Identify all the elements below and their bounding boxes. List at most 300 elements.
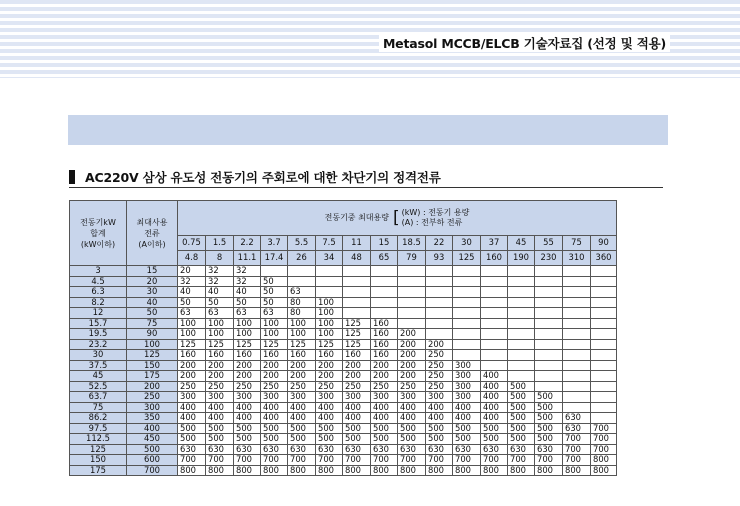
breaker-rating-cell: 500 — [288, 423, 316, 434]
breaker-rating-cell — [481, 308, 508, 319]
breaker-rating-cell — [563, 276, 591, 287]
breaker-rating-cell — [426, 329, 453, 340]
motor-current-col-header: 34 — [316, 251, 343, 266]
breaker-rating-cell: 125 — [343, 329, 371, 340]
breaker-rating-cell — [316, 276, 343, 287]
table-row — [70, 318, 617, 329]
motor-kw-col-header: 37 — [481, 236, 508, 251]
row-max-current: 40 — [127, 297, 178, 308]
row-kw-total: 37.5 — [70, 360, 127, 371]
breaker-rating-cell: 200 — [343, 360, 371, 371]
breaker-rating-cell: 200 — [398, 371, 426, 382]
breaker-rating-cell — [508, 329, 535, 340]
breaker-rating-cell — [453, 266, 481, 277]
breaker-rating-cell: 200 — [316, 371, 343, 382]
unit-legend — [402, 208, 470, 228]
breaker-rating-cell: 100 — [316, 329, 343, 340]
row-kw-total: 52.5 — [70, 381, 127, 392]
row-max-current: 300 — [127, 402, 178, 413]
row-kw-total: 30 — [70, 350, 127, 361]
breaker-rating-cell: 500 — [234, 434, 261, 445]
breaker-rating-cell: 400 — [261, 402, 288, 413]
row-max-current: 450 — [127, 434, 178, 445]
breaker-rating-cell: 500 — [535, 392, 563, 403]
breaker-rating-cell: 32 — [234, 276, 261, 287]
motor-current-col-header: 8 — [206, 251, 234, 266]
breaker-rating-cell: 100 — [316, 308, 343, 319]
breaker-rating-cell: 160 — [178, 350, 206, 361]
breaker-rating-cell: 700 — [206, 455, 234, 466]
breaker-rating-cell: 500 — [453, 434, 481, 445]
breaker-rating-cell — [508, 287, 535, 298]
breaker-rating-cell: 500 — [508, 434, 535, 445]
breaker-rating-cell: 800 — [535, 465, 563, 476]
breaker-rating-cell: 400 — [481, 381, 508, 392]
breaker-rating-cell: 300 — [206, 392, 234, 403]
breaker-rating-cell — [563, 297, 591, 308]
breaker-rating-cell — [535, 381, 563, 392]
breaker-rating-cell — [563, 329, 591, 340]
breaker-rating-cell: 700 — [563, 434, 591, 445]
motor-kw-col-header: 3.7 — [261, 236, 288, 251]
breaker-rating-cell: 250 — [316, 381, 343, 392]
section-title: AC220V 삼상 유도성 전동기의 주회로에 대한 차단기의 정격전류 — [85, 170, 441, 185]
breaker-rating-cell: 200 — [178, 371, 206, 382]
breaker-rating-cell: 63 — [234, 308, 261, 319]
motor-current-col-header: 160 — [481, 251, 508, 266]
row-kw-total: 150 — [70, 455, 127, 466]
breaker-rating-cell — [563, 318, 591, 329]
row-kw-total: 97.5 — [70, 423, 127, 434]
max-current-header-line: 전류 — [144, 228, 160, 238]
breaker-rating-cell: 700 — [453, 455, 481, 466]
breaker-rating-cell — [481, 318, 508, 329]
breaker-rating-cell — [481, 360, 508, 371]
breaker-rating-cell: 500 — [453, 423, 481, 434]
breaker-rating-cell: 400 — [481, 371, 508, 382]
breaker-rating-cell: 160 — [234, 350, 261, 361]
row-max-current: 175 — [127, 371, 178, 382]
breaker-rating-cell — [535, 339, 563, 350]
table-row — [70, 329, 617, 340]
breaker-rating-cell — [426, 308, 453, 319]
breaker-rating-cell — [535, 371, 563, 382]
row-max-current: 250 — [127, 392, 178, 403]
breaker-rating-cell: 200 — [234, 371, 261, 382]
breaker-rating-cell: 800 — [343, 465, 371, 476]
breaker-rating-cell — [426, 266, 453, 277]
breaker-rating-cell: 50 — [206, 297, 234, 308]
breaker-rating-cell: 160 — [343, 350, 371, 361]
breaker-rating-cell — [453, 350, 481, 361]
breaker-rating-cell: 200 — [288, 371, 316, 382]
breaker-rating-cell — [453, 339, 481, 350]
breaker-rating-cell: 400 — [261, 413, 288, 424]
breaker-rating-cell: 200 — [398, 360, 426, 371]
breaker-rating-cell — [371, 276, 398, 287]
row-max-current: 30 — [127, 287, 178, 298]
motor-current-col-header: 26 — [288, 251, 316, 266]
breaker-rating-cell — [535, 308, 563, 319]
largest-motor-group-header — [178, 201, 617, 236]
motor-current-col-header: 230 — [535, 251, 563, 266]
breaker-rating-cell: 630 — [261, 444, 288, 455]
breaker-rating-cell: 100 — [178, 318, 206, 329]
breaker-rating-cell: 300 — [288, 392, 316, 403]
breaker-rating-cell: 32 — [178, 276, 206, 287]
breaker-rating-cell — [591, 371, 617, 382]
breaker-rating-cell: 300 — [178, 392, 206, 403]
breaker-rating-cell — [398, 287, 426, 298]
breaker-rating-cell — [591, 381, 617, 392]
breaker-rating-cell: 100 — [178, 329, 206, 340]
row-max-current: 15 — [127, 266, 178, 277]
breaker-rating-cell: 300 — [398, 392, 426, 403]
row-max-current: 100 — [127, 339, 178, 350]
row-max-current: 500 — [127, 444, 178, 455]
breaker-rating-cell — [508, 318, 535, 329]
breaker-rating-cell: 250 — [398, 381, 426, 392]
breaker-rating-cell: 800 — [206, 465, 234, 476]
motor-current-col-header: 11.1 — [234, 251, 261, 266]
breaker-rating-cell: 630 — [234, 444, 261, 455]
breaker-rating-cell: 800 — [398, 465, 426, 476]
section-marker — [69, 170, 75, 184]
breaker-rating-cell: 500 — [316, 423, 343, 434]
breaker-rating-cell: 200 — [206, 360, 234, 371]
breaker-rating-cell: 400 — [371, 402, 398, 413]
table-row — [70, 455, 617, 466]
breaker-rating-cell — [591, 360, 617, 371]
table-row — [70, 381, 617, 392]
breaker-rating-cell: 630 — [563, 413, 591, 424]
breaker-rating-cell: 400 — [288, 413, 316, 424]
table-row — [70, 297, 617, 308]
breaker-rating-cell — [535, 287, 563, 298]
breaker-rating-cell: 250 — [426, 371, 453, 382]
motor-current-col-header: 190 — [508, 251, 535, 266]
breaker-rating-cell: 630 — [371, 444, 398, 455]
breaker-rating-cell: 500 — [426, 434, 453, 445]
breaker-rating-cell: 800 — [481, 465, 508, 476]
breaker-rating-cell: 400 — [234, 413, 261, 424]
row-kw-total: 6.3 — [70, 287, 127, 298]
breaker-rating-cell: 125 — [234, 339, 261, 350]
breaker-rating-cell: 50 — [178, 297, 206, 308]
row-kw-total: 125 — [70, 444, 127, 455]
breaker-rating-cell: 125 — [261, 339, 288, 350]
row-kw-total: 112.5 — [70, 434, 127, 445]
table-row — [70, 402, 617, 413]
breaker-rating-cell: 80 — [288, 297, 316, 308]
breaker-rating-cell: 700 — [591, 434, 617, 445]
breaker-rating-cell: 32 — [206, 266, 234, 277]
breaker-rating-cell: 250 — [178, 381, 206, 392]
breaker-rating-cell — [591, 350, 617, 361]
motor-kw-col-header: 55 — [535, 236, 563, 251]
breaker-rating-cell: 250 — [261, 381, 288, 392]
breaker-rating-cell: 300 — [316, 392, 343, 403]
table-row — [70, 434, 617, 445]
breaker-rating-cell: 800 — [371, 465, 398, 476]
breaker-rating-cell — [591, 287, 617, 298]
breaker-rating-cell — [563, 371, 591, 382]
motor-kw-col-header: 2.2 — [234, 236, 261, 251]
row-kw-total: 175 — [70, 465, 127, 476]
breaker-rating-cell — [563, 308, 591, 319]
breaker-rating-cell — [535, 318, 563, 329]
breaker-rating-cell: 250 — [426, 360, 453, 371]
breaker-rating-cell: 500 — [481, 423, 508, 434]
row-kw-total: 15.7 — [70, 318, 127, 329]
breaker-rating-cell: 200 — [178, 360, 206, 371]
breaker-rating-cell — [508, 276, 535, 287]
rating-table — [69, 200, 617, 476]
breaker-rating-cell: 40 — [234, 287, 261, 298]
breaker-rating-cell: 200 — [261, 371, 288, 382]
breaker-rating-cell — [398, 297, 426, 308]
breaker-rating-cell: 800 — [591, 465, 617, 476]
breaker-rating-cell: 100 — [316, 318, 343, 329]
breaker-rating-cell: 630 — [343, 444, 371, 455]
breaker-rating-cell: 700 — [343, 455, 371, 466]
breaker-rating-cell: 400 — [288, 402, 316, 413]
breaker-rating-cell: 500 — [535, 434, 563, 445]
breaker-rating-cell: 700 — [563, 444, 591, 455]
breaker-rating-cell — [343, 297, 371, 308]
breaker-rating-cell — [591, 392, 617, 403]
breaker-rating-cell — [398, 308, 426, 319]
breaker-rating-cell: 630 — [481, 444, 508, 455]
breaker-rating-cell: 400 — [398, 402, 426, 413]
breaker-rating-cell: 160 — [371, 350, 398, 361]
table-row — [70, 360, 617, 371]
breaker-rating-cell: 200 — [426, 339, 453, 350]
breaker-rating-cell: 63 — [288, 287, 316, 298]
breaker-rating-cell: 630 — [206, 444, 234, 455]
breaker-rating-cell: 800 — [288, 465, 316, 476]
breaker-rating-cell: 400 — [343, 413, 371, 424]
breaker-rating-cell — [453, 276, 481, 287]
breaker-rating-cell: 630 — [535, 444, 563, 455]
breaker-rating-cell: 400 — [371, 413, 398, 424]
breaker-rating-cell — [535, 360, 563, 371]
breaker-rating-cell: 800 — [178, 465, 206, 476]
breaker-rating-cell: 500 — [178, 423, 206, 434]
breaker-rating-cell: 160 — [371, 318, 398, 329]
breaker-rating-cell: 400 — [178, 402, 206, 413]
section-rule — [69, 187, 663, 188]
motor-kw-col-header: 45 — [508, 236, 535, 251]
breaker-rating-cell — [398, 318, 426, 329]
breaker-rating-cell: 200 — [371, 360, 398, 371]
breaker-rating-cell: 250 — [288, 381, 316, 392]
breaker-rating-cell: 250 — [371, 381, 398, 392]
breaker-rating-cell — [343, 266, 371, 277]
motor-current-col-header: 310 — [563, 251, 591, 266]
motor-current-col-header: 360 — [591, 251, 617, 266]
breaker-rating-cell — [508, 266, 535, 277]
breaker-rating-cell — [591, 276, 617, 287]
table-row — [70, 465, 617, 476]
breaker-rating-cell: 125 — [206, 339, 234, 350]
breaker-rating-cell: 300 — [426, 392, 453, 403]
breaker-rating-cell: 700 — [398, 455, 426, 466]
breaker-rating-cell: 200 — [316, 360, 343, 371]
breaker-rating-cell — [316, 287, 343, 298]
breaker-rating-cell: 200 — [234, 360, 261, 371]
breaker-rating-cell: 160 — [206, 350, 234, 361]
breaker-rating-cell: 100 — [206, 318, 234, 329]
breaker-rating-cell — [535, 329, 563, 340]
breaker-rating-cell: 400 — [343, 402, 371, 413]
row-max-current: 350 — [127, 413, 178, 424]
breaker-rating-cell: 400 — [206, 413, 234, 424]
breaker-rating-cell: 400 — [481, 413, 508, 424]
breaker-rating-cell: 125 — [288, 339, 316, 350]
table-row — [70, 339, 617, 350]
breaker-rating-cell: 630 — [563, 423, 591, 434]
breaker-rating-cell — [481, 276, 508, 287]
breaker-rating-cell — [426, 318, 453, 329]
breaker-rating-cell: 200 — [398, 329, 426, 340]
breaker-rating-cell: 400 — [178, 413, 206, 424]
bracket-glyph: [ — [392, 207, 400, 228]
table-row — [70, 444, 617, 455]
breaker-rating-cell: 400 — [426, 413, 453, 424]
breaker-rating-cell: 200 — [206, 371, 234, 382]
breaker-rating-cell: 700 — [535, 455, 563, 466]
breaker-rating-cell: 800 — [426, 465, 453, 476]
blue-band — [68, 115, 668, 145]
breaker-rating-cell — [398, 276, 426, 287]
breaker-rating-cell: 500 — [535, 402, 563, 413]
breaker-rating-cell: 800 — [234, 465, 261, 476]
breaker-rating-cell: 800 — [508, 465, 535, 476]
motor-current-col-header: 125 — [453, 251, 481, 266]
row-kw-total: 23.2 — [70, 339, 127, 350]
motor-current-col-header: 48 — [343, 251, 371, 266]
legend-kw: (kW) : 전동기 용량 — [401, 208, 470, 217]
motor-kw-col-header: 22 — [426, 236, 453, 251]
breaker-rating-cell: 100 — [288, 329, 316, 340]
breaker-rating-cell: 500 — [508, 423, 535, 434]
breaker-rating-cell: 300 — [453, 392, 481, 403]
motor-kw-header-line: 전동기kW — [80, 217, 116, 227]
breaker-rating-cell: 125 — [343, 318, 371, 329]
breaker-rating-cell: 500 — [206, 423, 234, 434]
breaker-rating-cell: 125 — [178, 339, 206, 350]
breaker-rating-cell — [535, 350, 563, 361]
breaker-rating-cell: 300 — [453, 381, 481, 392]
row-max-current: 600 — [127, 455, 178, 466]
row-max-current: 200 — [127, 381, 178, 392]
breaker-rating-cell: 200 — [398, 350, 426, 361]
breaker-rating-cell: 20 — [178, 266, 206, 277]
breaker-rating-cell: 50 — [261, 297, 288, 308]
breaker-rating-cell: 400 — [453, 413, 481, 424]
breaker-rating-cell: 500 — [508, 413, 535, 424]
breaker-rating-cell — [591, 266, 617, 277]
row-kw-total: 19.5 — [70, 329, 127, 340]
row-max-current: 90 — [127, 329, 178, 340]
breaker-rating-cell: 700 — [178, 455, 206, 466]
breaker-rating-cell — [563, 381, 591, 392]
breaker-rating-cell: 250 — [426, 350, 453, 361]
breaker-rating-cell: 63 — [206, 308, 234, 319]
row-max-current: 700 — [127, 465, 178, 476]
legend-a: (A) : 전부하 전류 — [401, 218, 463, 227]
breaker-rating-cell: 400 — [206, 402, 234, 413]
breaker-rating-cell: 800 — [563, 465, 591, 476]
breaker-rating-cell — [563, 339, 591, 350]
breaker-rating-cell: 250 — [426, 381, 453, 392]
breaker-rating-cell — [453, 308, 481, 319]
breaker-rating-cell: 700 — [563, 455, 591, 466]
breaker-rating-cell: 160 — [371, 329, 398, 340]
max-current-header — [127, 201, 178, 266]
breaker-rating-cell: 40 — [206, 287, 234, 298]
breaker-rating-cell — [481, 287, 508, 298]
breaker-rating-cell: 100 — [206, 329, 234, 340]
group-header-label: 전동기중 최대용량 — [324, 213, 389, 222]
breaker-rating-cell: 700 — [261, 455, 288, 466]
breaker-rating-cell: 500 — [398, 423, 426, 434]
motor-current-col-header: 17.4 — [261, 251, 288, 266]
breaker-rating-cell: 400 — [234, 402, 261, 413]
breaker-rating-cell — [563, 287, 591, 298]
motor-kw-col-header: 11 — [343, 236, 371, 251]
breaker-rating-cell: 32 — [234, 266, 261, 277]
table-row — [70, 266, 617, 277]
breaker-rating-cell: 300 — [453, 371, 481, 382]
breaker-rating-cell: 500 — [316, 434, 343, 445]
breaker-rating-cell: 160 — [288, 350, 316, 361]
breaker-rating-cell — [343, 287, 371, 298]
breaker-rating-cell: 160 — [316, 350, 343, 361]
breaker-rating-cell: 300 — [234, 392, 261, 403]
motor-kw-col-header: 15 — [371, 236, 398, 251]
breaker-rating-cell — [481, 297, 508, 308]
breaker-rating-cell: 500 — [206, 434, 234, 445]
breaker-rating-cell: 500 — [371, 423, 398, 434]
breaker-rating-cell — [371, 297, 398, 308]
motor-kw-col-header: 7.5 — [316, 236, 343, 251]
document-title: Metasol MCCB/ELCB 기술자료집 (선정 및 적용) — [379, 34, 670, 52]
breaker-rating-cell: 500 — [343, 434, 371, 445]
breaker-rating-cell — [508, 371, 535, 382]
breaker-rating-cell: 100 — [234, 318, 261, 329]
row-max-current: 150 — [127, 360, 178, 371]
table-row — [70, 423, 617, 434]
breaker-rating-cell: 400 — [481, 402, 508, 413]
breaker-rating-cell: 700 — [591, 444, 617, 455]
breaker-rating-cell: 500 — [481, 434, 508, 445]
breaker-rating-cell — [481, 350, 508, 361]
breaker-rating-cell — [508, 360, 535, 371]
breaker-rating-cell: 250 — [343, 381, 371, 392]
breaker-rating-cell — [591, 329, 617, 340]
breaker-rating-cell: 500 — [508, 402, 535, 413]
breaker-rating-cell: 200 — [288, 360, 316, 371]
breaker-rating-cell — [563, 402, 591, 413]
breaker-rating-cell: 200 — [343, 371, 371, 382]
breaker-rating-cell: 500 — [343, 423, 371, 434]
breaker-rating-cell: 630 — [508, 444, 535, 455]
motor-kw-col-header: 5.5 — [288, 236, 316, 251]
breaker-rating-cell: 500 — [288, 434, 316, 445]
breaker-rating-cell — [535, 297, 563, 308]
